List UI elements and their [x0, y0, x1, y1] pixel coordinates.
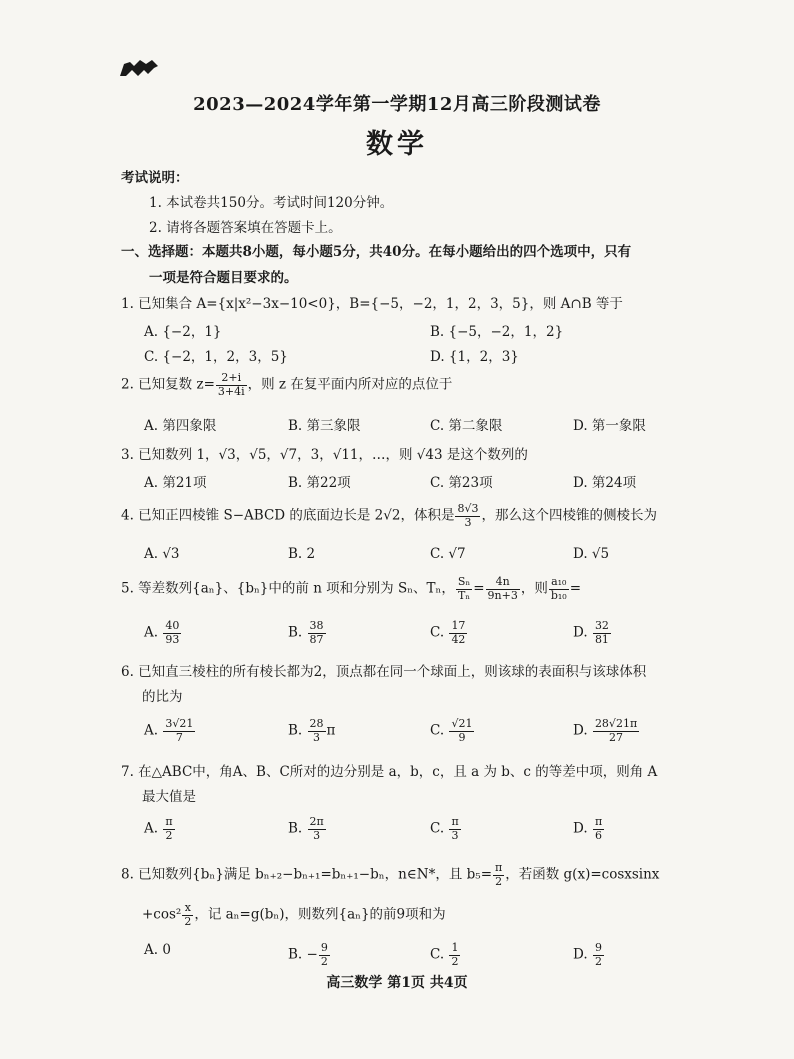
page-footer: 高三数学 第1页 共4页: [326, 975, 468, 991]
q4-option-b: B. 2: [288, 546, 316, 562]
q8-option-a: A. 0: [144, 942, 171, 958]
q6-option-c: C. $\frac{√21}{9}$: [430, 717, 473, 744]
q6-option-d: D. $\frac{28√21\pi}{27}$: [573, 717, 638, 744]
instructions-heading: 考试说明：: [121, 170, 189, 186]
q5-option-b: B. $\frac{38}{87}$: [288, 619, 324, 646]
instruction-item: 2. 请将各题答案填在答题卡上。: [149, 220, 342, 236]
question-8-cont: +cos² $\frac{x}{2}$ ，记 aₙ=g(bₙ)，则数列{aₙ}的前9项和为: [142, 901, 446, 928]
question-4: 4. 已知正四棱锥 S−ABCD 的底面边长是 2√2，体积是 $\frac{8√3}{3}$ ，那么这个四棱锥的侧棱长为: [121, 502, 657, 529]
question-7-cont: 最大值是: [142, 789, 196, 805]
q7-option-c: C. $\frac{\pi}{3}$: [430, 815, 459, 842]
q7-option-d: D. $\frac{\pi}{6}$: [573, 815, 603, 842]
q3-option-b: B. 第22项: [288, 475, 351, 491]
q1-option-a: A. {−2，1}: [144, 324, 222, 340]
exam-title: 2023—2024学年第一学期12月高三阶段测试卷: [193, 94, 601, 115]
q5-option-c: C. $\frac{17}{42}$: [430, 619, 466, 646]
subject-title: 数学: [366, 129, 428, 160]
q2-option-c: C. 第二象限: [430, 418, 503, 434]
q4-option-c: C. √7: [430, 546, 466, 562]
section-heading: 一、选择题：本题共8小题，每小题5分，共40分。在每小题给出的四个选项中，只有: [121, 244, 632, 260]
q2-option-d: D. 第一象限: [573, 418, 646, 434]
q6-option-b: B. $\frac{28}{3}$ π: [288, 717, 336, 744]
q6-option-a: A. $\frac{3√21}{7}$: [144, 717, 194, 744]
section-heading-cont: 一项是符合题目要求的。: [149, 270, 298, 286]
q1-option-c: C. {−2，1，2，3，5}: [144, 349, 288, 365]
q8-option-d: D. $\frac{9}{2}$: [573, 941, 602, 968]
q4-option-a: A. √3: [144, 546, 180, 562]
q3-option-a: A. 第21项: [144, 475, 207, 491]
q2-option-b: B. 第三象限: [288, 418, 361, 434]
question-7: 7. 在△ABC中，角A、B、C所对的边分别是 a，b，c，且 a 为 b、c 的等差中项，则角 A: [121, 764, 658, 780]
question-6-cont: 的比为: [142, 689, 183, 705]
question-3: 3. 已知数列 1，√3，√5，√7，3，√11，…，则 √43 是这个数列的: [121, 447, 528, 463]
question-6: 6. 已知直三棱柱的所有棱长都为2，顶点都在同一个球面上，则该球的表面积与该球体积: [121, 664, 647, 680]
q7-option-b: B. $\frac{2\pi}{3}$: [288, 815, 324, 842]
q3-option-d: D. 第24项: [573, 475, 637, 491]
q1-option-b: B. {−5，−2，1，2}: [430, 324, 564, 340]
q7-option-a: A. $\frac{\pi}{2}$: [144, 815, 173, 842]
question-1: 1. 已知集合 A={x|x²−3x−10<0}，B={−5，−2，1，2，3，5}，则 A∩B 等于: [121, 296, 623, 312]
q8-option-b: B. − $\frac{9}{2}$: [288, 941, 328, 968]
question-5: 5. 等差数列{aₙ}、{bₙ}中的前 n 项和分别为 Sₙ、Tₙ， $\frac{\text{Sₙ}}{\text{Tₙ}}$ = $\frac{4n}{9n+3}$ ，则 $\frac{\text{a₁₀}}{\text{b₁₀}}$ =: [121, 575, 582, 602]
q2-option-a: A. 第四象限: [144, 418, 217, 434]
q8-option-c: C. $\frac{1}{2}$: [430, 941, 459, 968]
question-8: 8. 已知数列{bₙ}满足 bₙ₊₂−bₙ₊₁=bₙ₊₁−bₙ，n∈N*，且 b₅= $\frac{\pi}{2}$ ，若函数 g(x)=cosxsinx: [121, 861, 660, 888]
q1-option-d: D. {1，2，3}: [430, 349, 519, 365]
q4-option-d: D. √5: [573, 546, 610, 562]
instruction-item: 1. 本试卷共150分。考试时间120分钟。: [149, 195, 394, 211]
q5-option-a: A. $\frac{40}{93}$: [144, 619, 180, 646]
q3-option-c: C. 第23项: [430, 475, 493, 491]
question-2: 2. 已知复数 z= $\frac{2+i}{3+4i}$ ，则 z 在复平面内所对应的点位于: [121, 371, 453, 398]
q5-option-d: D. $\frac{32}{81}$: [573, 619, 609, 646]
publisher-logo: [118, 54, 160, 82]
